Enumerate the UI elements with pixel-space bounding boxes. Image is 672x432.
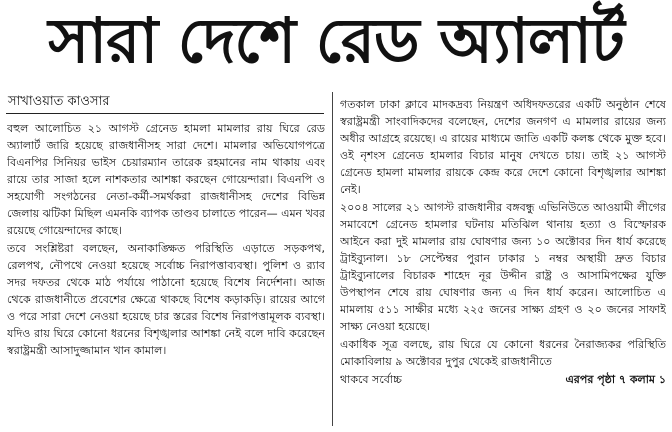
headline: সারা দেশে রেড অ্যালার্ট — [48, 4, 624, 77]
continuation-line — [340, 371, 666, 388]
continued-on-page: এরপর পৃষ্ঠা ৭ কলাম ১ — [565, 373, 666, 386]
paragraph: গতকাল ঢাকা ক্লাবে মাদকদ্রব্য নিয়ন্ত্রণ অধিদফতরের একটি অনুষ্ঠান শেষে স্বরাষ্ট্রমন্ত্রী সাংবাদিকদের বলেছেন, দেশের জনগণ এ মামলার রায়ের জন্য অধীর আগ্রহে রয়েছে। এ রায়ের মাধ্যমে জাতি একটি কলঙ্ক থেকে মুক্ত হবে। ওই নৃশংস গ্রেনেড হামলার বিচার মানুষ দেখতে চায়। তাই ২১ আগস্ট গ্রেনেড হামলা মামলার রায়কে কেন্দ্র করে দেশে কোনো বিশৃঙ্খলার আশঙ্কা নেই। — [340, 98, 666, 196]
right-column — [340, 96, 666, 428]
byline: সাখাওয়াত কাওসার — [8, 94, 110, 109]
paragraph: বহুল আলোচিত ২১ আগস্ট গ্রেনেড হামলা মামলার রায় ঘিরে রেড অ্যালার্ট জারি হয়েছে রাজধানীসহ সারা দেশে। মামলার অভিযোগপত্রে বিএনপির সিনিয়র ভাইস চেয়ারম্যান তারেক রহমানের নাম থাকায় এবং রায়ে তার সাজা হলে নাশকতার আশঙ্কা করছেন গোয়েন্দারা। বিএনপি ও সহযোগী সংগঠনের নেতা-কর্মী-সমর্থকরা রাজধানীসহ দেশের বিভিন্ন জেলায় ঝটিকা মিছিল এমনকি ব্যাপক তাণ্ডব চালাতে পারেন— এমন খবর রয়েছে গোয়েন্দাদের কাছে। — [7, 122, 325, 237]
last-line-text: থাকবে সর্বোচ্চ — [340, 373, 402, 386]
byline-divider — [6, 113, 324, 114]
paragraph: ২০০৪ সালের ২১ আগস্ট রাজধানীর বঙ্গবন্ধু এভিনিউতে আওয়ামী লীগের সমাবেশে গ্রেনেড হামলার ঘটনায় মতিঝিল থানায় হত্যা ও বিস্ফোরক আইনে করা দুই মামলার রায় ঘোষণার জন্য ১০ অক্টোবর দিন ধার্য করেছে ট্রাইব্যুনাল। ১৮ সেপ্টেম্বর পুরান ঢাকার ১ নম্বর অস্থায়ী দ্রুত বিচার ট্রাইব্যুনালের বিচারক শাহেদ নূর উদ্দীন রাষ্ট্র ও আসামিপক্ষের যুক্তি উপস্থাপন শেষে রায় ঘোষণার জন্য এ দিন ধার্য করেন। আলোচিত এ মামলায় ৫১১ সাক্ষীর মধ্যে ২২৫ জনের সাক্ষ্য গ্রহণ ও ২০ জনের সাফাই সাক্ষ্য নেওয়া হয়েছে। — [340, 201, 666, 333]
paragraph: একাধিক সূত্র বলছে, রায় ঘিরে যে কোনো ধরনের নৈরাজ্যকর পরিস্থিতি মোকাবিলায় ৯ অক্টোবর দুপুর থেকেই রাজধানীতে — [340, 338, 666, 368]
left-column — [7, 120, 325, 428]
paragraph: তবে সংশ্লিষ্টরা বলছেন, অনাকাঙ্ক্ষিত পরিস্থিতি এড়াতে সড়কপথ, রেলপথ, নৌপথে নেওয়া হয়েছে সর্বোচ্চ নিরাপত্তাব্যবস্থা। পুলিশ ও র‌্যাব সদর দফতর থেকে মাঠ পর্যায়ে পাঠানো হয়েছে বিশেষ নির্দেশনা। আজ থেকে রাজধানীতে প্রবেশের ক্ষেত্রে থাকছে বিশেষ কড়াকড়ি। রায়ের আগে ও পরে সারা দেশে নেওয়া হয়েছে চার স্তরের বিশেষ নিরাপত্তামূলক ব্যবস্থা। যদিও রায় ঘিরে কোনো ধরনের বিশৃঙ্খলার আশঙ্কা নেই বলে দাবি করেছেন স্বরাষ্ট্রমন্ত্রী আসাদুজ্জামান খান কামাল। — [7, 242, 325, 357]
column-divider — [332, 92, 333, 426]
